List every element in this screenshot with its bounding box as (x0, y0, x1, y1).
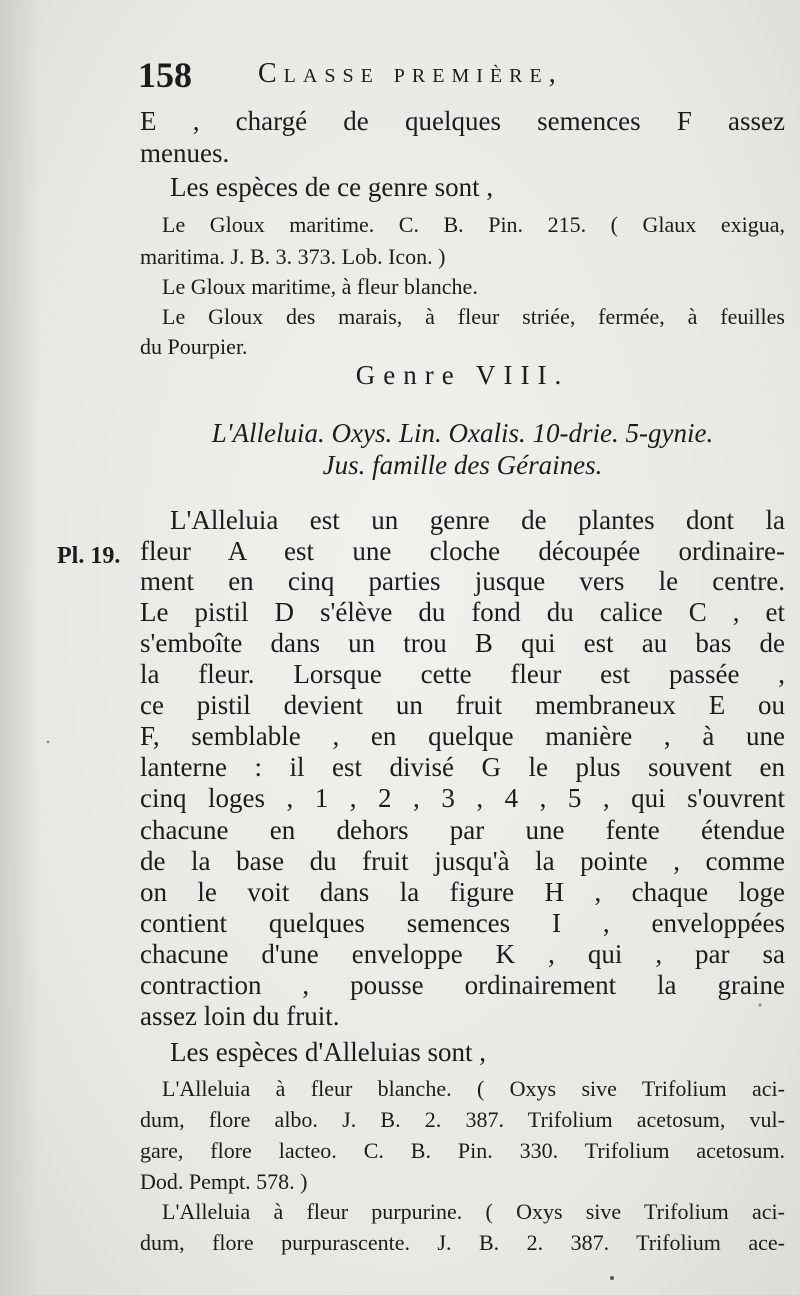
paragraph-line: L'Alleluia est un genre de plantes dont la (170, 505, 785, 535)
paragraph-line: s'emboîte dans un trou B qui est au bas de (140, 628, 785, 658)
paragraph-line: chacune d'une enveloppe K , qui , par sa (140, 939, 785, 969)
species-entry: gare, flore lacteo. C. B. Pin. 330. Trifolium acetosum. (140, 1138, 785, 1163)
species-entry: L'Alleluia à fleur blanche. ( Oxys sive Trifolium aci- (162, 1076, 785, 1101)
species-entry: dum, flore albo. J. B. 2. 387. Trifolium acetosum, vul- (140, 1107, 785, 1132)
paragraph-line: ment en cinq parties jusque vers le centre. (140, 566, 785, 596)
paragraph-line: chacune en dehors par une fente étendue (140, 815, 785, 845)
paragraph-line: fleur A est une cloche découpée ordinaire- (140, 536, 785, 566)
species-entry: Le Gloux maritime. C. B. Pin. 215. ( Glaux exigua, (162, 212, 785, 237)
species-heading: Les espèces de ce genre sont , (170, 172, 494, 202)
paragraph-line: la fleur. Lorsque cette fleur est passée , (140, 659, 785, 689)
species-entry: Dod. Pempt. 578. ) (140, 1169, 308, 1194)
running-head: Classe première, (258, 58, 563, 89)
text-line: E , chargé de quelques semences F assez (140, 106, 785, 136)
species-entry: Le Gloux des marais, à fleur striée, fermée, à feuilles (162, 304, 785, 329)
species-entry: L'Alleluia à fleur purpurine. ( Oxys sive Trifolium aci- (162, 1199, 785, 1224)
paragraph-line: F, semblable , en quelque manière , à une (140, 721, 785, 751)
species-heading: Les espèces d'Alleluias sont , (170, 1037, 487, 1067)
species-entry: maritima. J. B. 3. 373. Lob. Icon. ) (140, 244, 446, 269)
genus-family: Jus. famille des Géraines. (322, 450, 603, 480)
paragraph-line: Le pistil D s'élève du fond du calice C , et (140, 597, 785, 627)
species-entry: du Pourpier. (140, 334, 248, 359)
page-gutter-shadow (0, 0, 40, 1295)
page-header (138, 54, 788, 100)
paragraph-line: ce pistil devient un fruit membraneux E ou (140, 690, 785, 720)
page-number: 158 (138, 55, 192, 95)
genre-title: Genre VIII. (355, 360, 570, 390)
paragraph-line: assez loin du fruit. (140, 1001, 340, 1031)
paragraph-line: contient quelques semences I , enveloppées (140, 908, 785, 938)
margin-plate-reference: Pl. 19. (57, 543, 121, 569)
genus-synonymy: L'Alleluia. Oxys. Lin. Oxalis. 10-drie. 5-gynie. (211, 418, 714, 448)
paragraph-line: contraction , pousse ordinairement la graine (140, 970, 785, 1000)
paragraph-line: de la base du fruit jusqu'à la pointe , comme (140, 846, 785, 876)
paragraph-line: cinq loges , 1 , 2 , 3 , 4 , 5 , qui s'ouvrent (140, 783, 785, 813)
paragraph-line: on le voit dans la figure H , chaque loge (140, 877, 785, 907)
species-entry: dum, flore purpurascente. J. B. 2. 387. Trifolium ace- (140, 1230, 785, 1255)
text-line: menues. (140, 138, 230, 168)
paragraph-line: lanterne : il est divisé G le plus souvent en (140, 752, 785, 782)
species-entry: Le Gloux maritime, à fleur blanche. (162, 274, 478, 299)
